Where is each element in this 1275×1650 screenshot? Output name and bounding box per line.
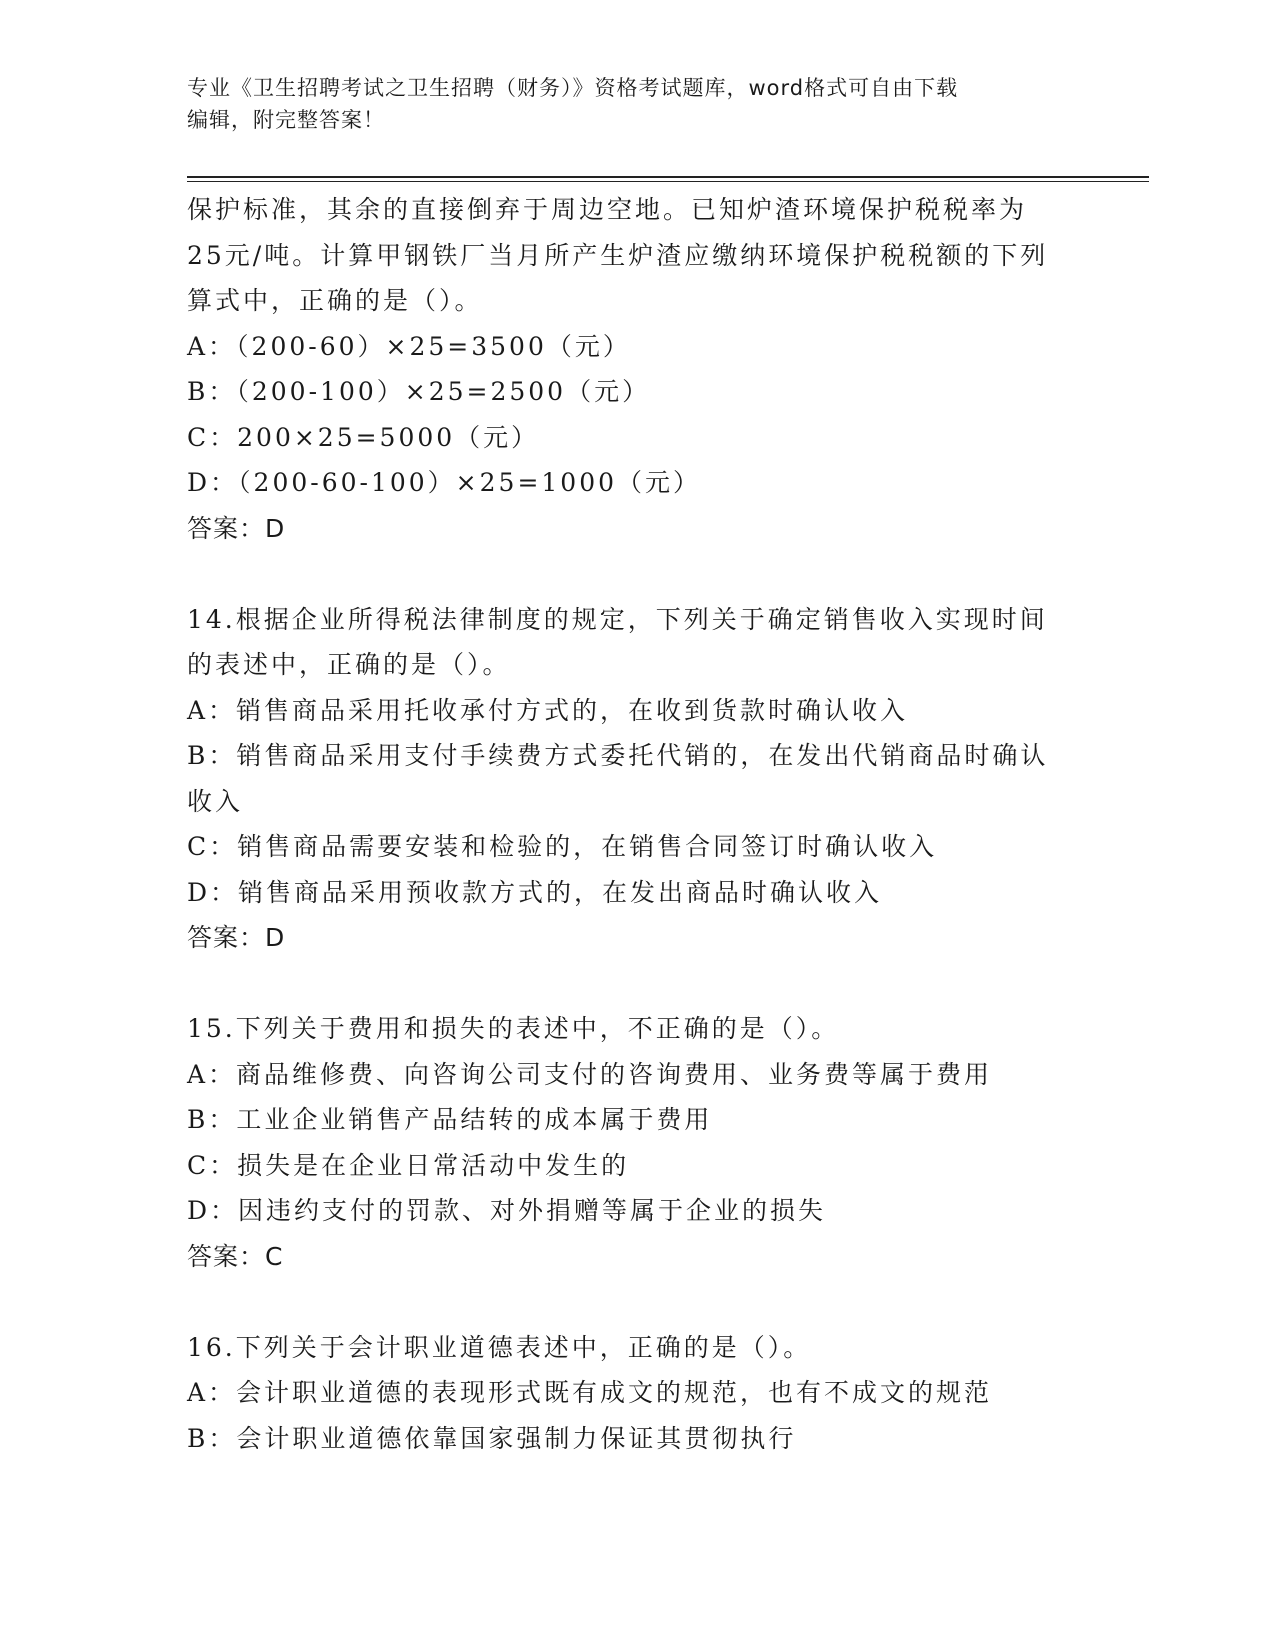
header-line-1: 专业《卫生招聘考试之卫生招聘（财务）》资格考试题库，word格式可自由下载: [187, 76, 959, 100]
option-c: C：损失是在企业日常活动中发生的: [187, 1150, 630, 1180]
option-b: B：销售商品采用支付手续费方式委托代销的，在发出代销商品时确认: [187, 741, 1049, 770]
question-16: [187, 1325, 1087, 1462]
header-divider-thick: [187, 176, 1149, 178]
option-d: D：因违约支付的罚款、对外捐赠等属于企业的损失: [187, 1196, 827, 1225]
question-stem-line: 保护标准，其余的直接倒弃于周边空地。已知炉渣环境保护税税率为: [187, 195, 1028, 224]
question-13: [187, 187, 1087, 551]
question-stem-line: 16.下列关于会计职业道德表述中，正确的是（）。: [187, 1332, 812, 1362]
spacer: [187, 1279, 1087, 1325]
question-stem-line: 25元/吨。计算甲钢铁厂当月所产生炉渣应缴纳环境保护税税额的下列: [187, 240, 1049, 270]
option-a: A：商品维修费、向咨询公司支付的咨询费用、业务费等属于费用: [187, 1059, 993, 1089]
option-a: A：会计职业道德的表现形式既有成文的规范，也有不成文的规范: [187, 1378, 993, 1407]
question-14: [187, 597, 1087, 961]
answer-label: 答案：D: [187, 923, 286, 952]
option-a: A：（200-60）×25=3500（元）: [187, 331, 631, 361]
header-divider-thin: [187, 181, 1149, 182]
header-line-2: 编辑，附完整答案！: [187, 108, 385, 132]
option-d: D：（200-60-100）×25=1000（元）: [187, 468, 702, 497]
spacer: [187, 551, 1087, 597]
answer-label: 答案：C: [187, 1241, 284, 1271]
question-stem-line: 的表述中，正确的是（）。: [187, 650, 511, 679]
option-b: B：会计职业道德依靠国家强制力保证其贯彻执行: [187, 1423, 797, 1453]
question-15: [187, 1006, 1087, 1279]
document-header: [187, 72, 1087, 136]
option-b: B：工业企业销售产品结转的成本属于费用: [187, 1105, 713, 1134]
spacer: [187, 961, 1087, 1007]
option-c: C：销售商品需要安装和检验的，在销售合同签订时确认收入: [187, 832, 938, 861]
option-a: A：销售商品采用托收承付方式的，在收到货款时确认收入: [187, 695, 909, 725]
option-b-continued: 收入: [187, 786, 244, 816]
option-b: B：（200-100）×25=2500（元）: [187, 377, 651, 406]
option-d: D：销售商品采用预收款方式的，在发出商品时确认收入: [187, 877, 883, 907]
question-stem-line: 算式中，正确的是（）。: [187, 286, 483, 315]
question-content: [187, 187, 1087, 1461]
question-stem-line: 14.根据企业所得税法律制度的规定，下列关于确定销售收入实现时间: [187, 604, 1048, 634]
answer-label: 答案：D: [187, 513, 286, 543]
option-c: C：200×25=5000（元）: [187, 422, 540, 452]
question-stem-line: 15.下列关于费用和损失的表述中，不正确的是（）。: [187, 1014, 840, 1043]
